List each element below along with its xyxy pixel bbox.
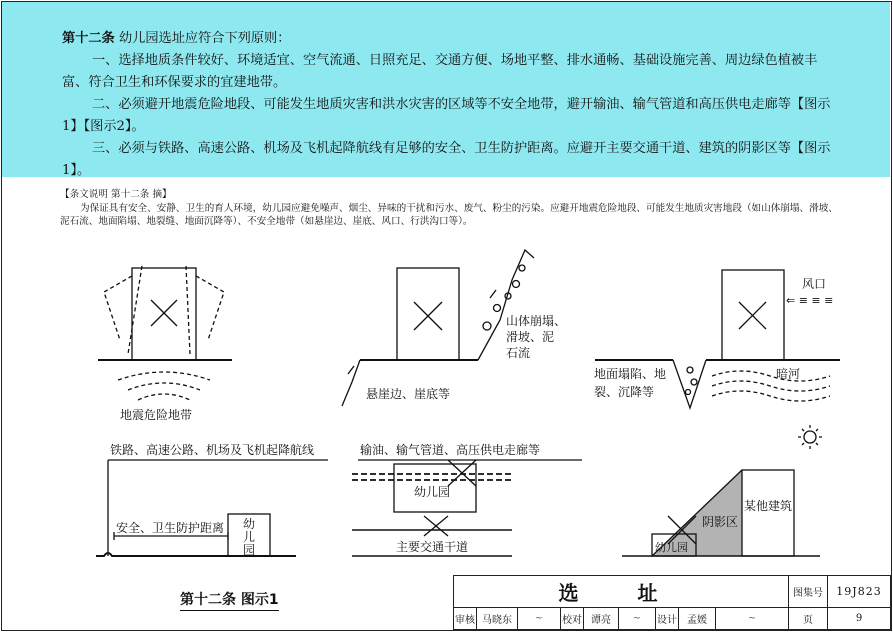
collapse-label-2: 裂、沉降等: [594, 385, 655, 399]
wind-label: 风口: [802, 277, 827, 291]
designer-name: 孟媛: [679, 608, 716, 630]
atlas-label: 图集号: [789, 576, 828, 608]
kg-vertical-1: 幼: [243, 517, 256, 531]
reviewer-name: 马晓东: [477, 608, 518, 630]
page-label: 页: [789, 608, 828, 630]
page-number: 9: [828, 608, 891, 630]
other-building-label: 某他建筑: [744, 499, 793, 513]
landslide-figure: [342, 250, 566, 406]
design-label: 设计: [656, 608, 679, 630]
explanation-title: 【条文说明 第十二条 摘】: [60, 189, 172, 200]
clause-item-3: 三、必须与铁路、高速公路、机场及飞机起降航线有足够的安全、卫生防护距离。应避开主要交通干道、建筑的阴影区等【图示1】。: [62, 141, 831, 178]
clause-item-2: 二、必须避开地震危险地段、可能发生地质灾害和洪水灾害的区域等不安全地带，避开输油、输气管道和高压供电走廊等【图示1】【图示2】。: [62, 97, 831, 134]
collapse-label-1: 地面塌陷、地: [594, 367, 667, 381]
railway-figure: [96, 442, 328, 557]
check-label: 校对: [561, 608, 584, 630]
clause-number: 第十二条: [62, 31, 115, 46]
designer-signature: ~: [716, 608, 789, 630]
collapse-figure: [594, 270, 840, 408]
pipeline-figure: [352, 442, 582, 556]
earthquake-figure: [98, 266, 232, 422]
title-block: [453, 575, 891, 630]
landslide-label-3: 石流: [506, 346, 531, 360]
clause-item-1: 一、选择地质条件较好、环境适宜、空气流通、日照充足、交通方便、场地平整、排水通畅、基础设施完善、周边绿色植被丰富、符合卫生和环保要求的宜建地带。: [62, 53, 818, 90]
checker-signature: ~: [619, 608, 656, 630]
kindergarten-label-2: 幼儿园: [655, 541, 688, 554]
pipeline-label: 输油、输气管道、高压供电走廊等: [360, 443, 541, 457]
drawing-title: 选 址: [454, 576, 789, 608]
wind-arrows: ⇐ ≡ ≡ ≡: [786, 294, 834, 307]
shadow-figure: [622, 425, 822, 556]
sun-icon: [798, 425, 822, 449]
landslide-label-2: 滑坡、泥: [506, 330, 555, 344]
landslide-label-1: 山体崩塌、: [506, 314, 567, 328]
cliff-label: 悬崖边、崖底等: [366, 387, 451, 401]
shadow-label: 阴影区: [702, 515, 739, 529]
atlas-number: 19J823: [828, 576, 891, 608]
clause-heading-text: 幼儿园选址应符合下列原则：: [114, 31, 291, 46]
review-label: 审核: [454, 608, 477, 630]
kg-vertical-2: 儿: [243, 530, 256, 544]
reviewer-signature: ~: [518, 608, 561, 630]
checker-name: 谭亮: [584, 608, 619, 630]
explanation-body: 为保证具有安全、安静、卫生的育人环境，幼儿园应避免噪声、烟尘、异味的干扰和污水、废气、粉尘的污染。应避开地震危险地段、可能发生地质灾害地段（如山体崩塌、滑坡、泥石流、地面陷塌、地裂缝、地面沉降等）、不安全地带（如悬崖边、崖底、风口、行洪沟口等）。: [60, 202, 838, 227]
railway-label: 铁路、高速公路、机场及飞机起降航线: [110, 443, 315, 457]
kg-vertical-3: 园: [243, 543, 256, 557]
kindergarten-label: 幼儿园: [414, 485, 451, 499]
earthquake-label: 地震危险地带: [120, 408, 193, 422]
safety-distance-label: 安全、卫生防护距离: [116, 521, 225, 535]
figure-caption: 第十二条 图示1: [180, 589, 279, 611]
river-label: 暗河: [776, 367, 801, 381]
traffic-label: 主要交通干道: [396, 540, 469, 554]
